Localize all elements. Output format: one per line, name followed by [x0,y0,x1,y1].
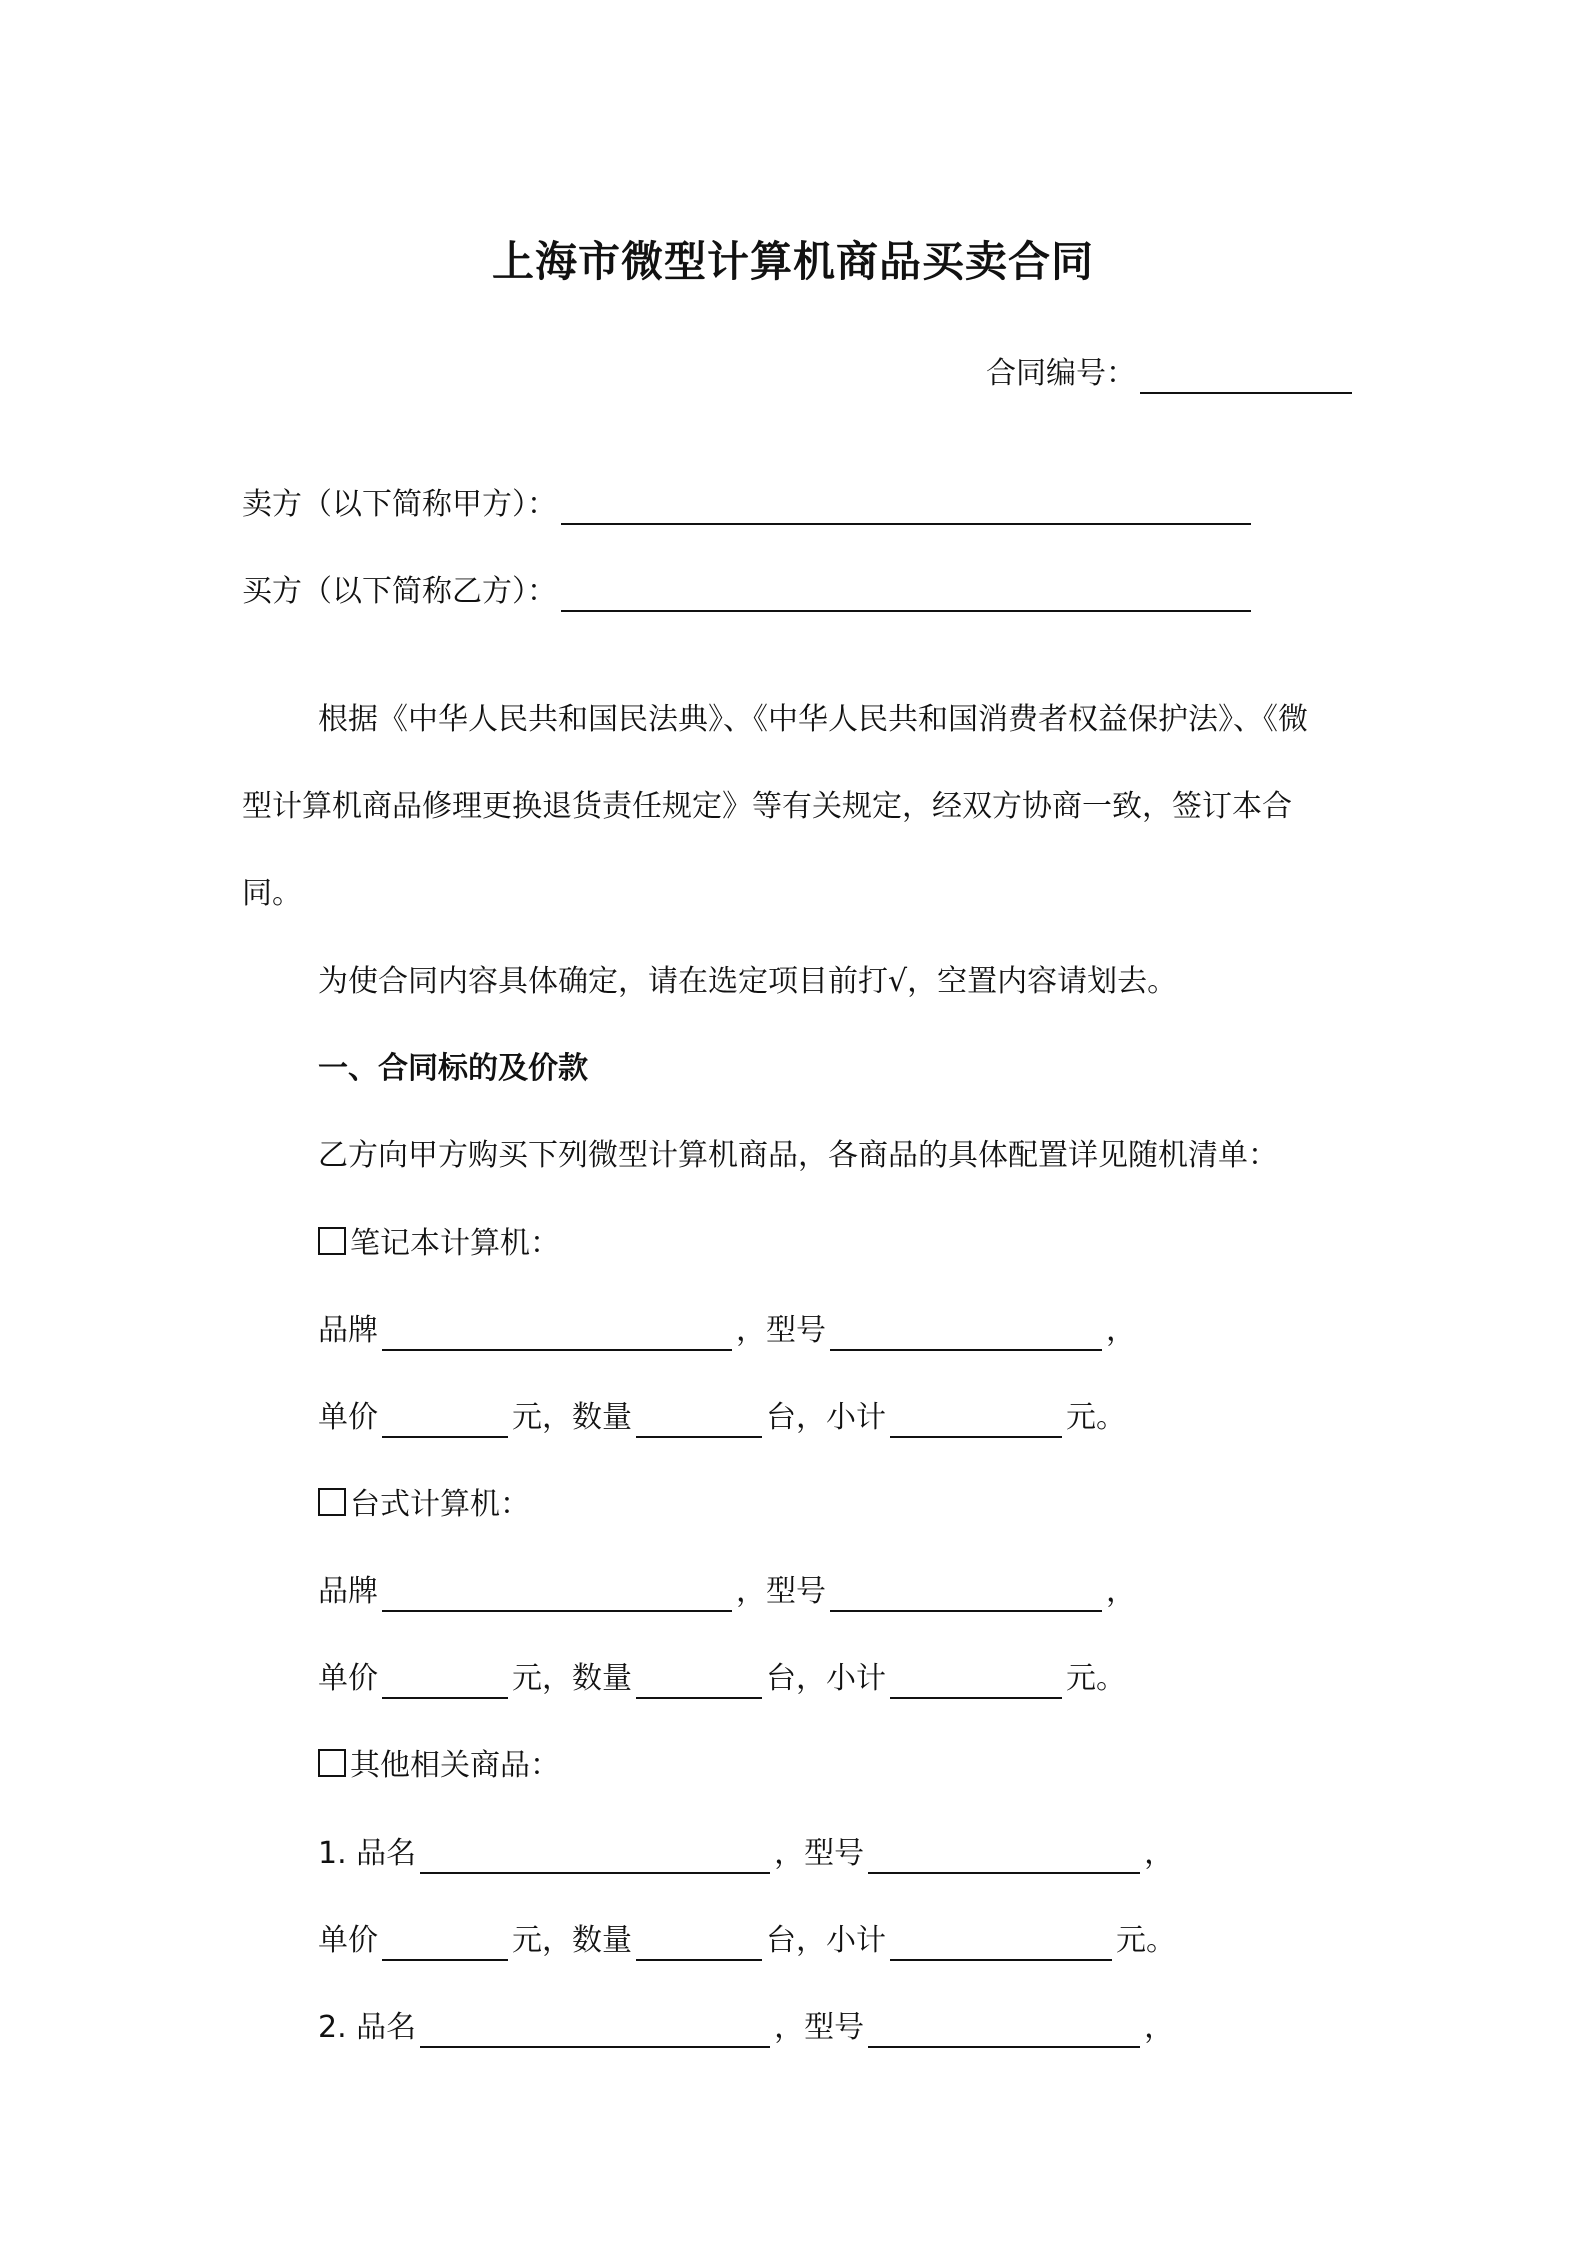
other-label: 其他相关商品： [350,1748,560,1783]
laptop-brand-row [318,1311,1136,1351]
comma: ， [1144,1836,1175,1871]
item-2-name-row [318,2008,1174,2048]
laptop-checkbox[interactable] [318,1227,346,1255]
item-1-label: 1. 品名 [318,1836,417,1871]
yuan-end: 元。 [1066,1661,1126,1696]
laptop-subtotal-blank[interactable] [890,1402,1062,1438]
brand-label: 品牌 [318,1574,378,1609]
yuan-quantity-label: 元，数量 [512,1400,632,1435]
laptop-price-blank[interactable] [382,1402,508,1438]
model-label: ，型号 [774,1836,865,1871]
other-option [318,1746,560,1786]
laptop-option [318,1224,560,1264]
laptop-label: 笔记本计算机： [350,1226,560,1261]
brand-label: 品牌 [318,1313,378,1348]
paragraph-1-line-1: 根据《中华人民共和国民法典》、《中华人民共和国消费者权益保护法》、《微 [318,702,1308,737]
yuan-end: 元。 [1066,1400,1126,1435]
item-1-name-blank[interactable] [420,1838,770,1874]
laptop-brand-blank[interactable] [382,1315,732,1351]
desktop-price-blank[interactable] [382,1663,508,1699]
item-1-quantity-blank[interactable] [636,1925,762,1961]
unit-price-label: 单价 [318,1400,378,1435]
item-2-label: 2. 品名 [318,2010,417,2045]
comma: ， [1144,2010,1175,2045]
item-1-price-row [318,1921,1176,1961]
contract-number-blank[interactable] [1140,358,1352,394]
paragraph-1-line-3: 同。 [242,876,302,911]
desktop-brand-blank[interactable] [382,1576,732,1612]
desktop-checkbox[interactable] [318,1488,346,1516]
comma: ， [1106,1313,1136,1348]
buyer-row [242,572,1255,612]
contract-number-label: 合同编号： [986,356,1136,391]
model-label: ，型号 [736,1574,826,1609]
paragraph-1-line-2: 型计算机商品修理更换退货责任规定》等有关规定，经双方协商一致，签订本合 [242,789,1292,824]
yuan-quantity-label: 元，数量 [512,1923,632,1958]
unit-price-label: 单价 [318,1923,378,1958]
model-label: ，型号 [774,2010,865,2045]
tai-subtotal-label: 台，小计 [766,1661,886,1696]
desktop-quantity-blank[interactable] [636,1663,762,1699]
item-1-subtotal-blank[interactable] [890,1925,1112,1961]
section-1-heading: 一、合同标的及价款 [318,1051,588,1086]
desktop-label: 台式计算机： [350,1487,530,1522]
item-2-name-blank[interactable] [420,2012,770,2048]
contract-title: 上海市微型计算机商品买卖合同 [491,237,1094,286]
desktop-brand-row [318,1572,1136,1612]
item-1-price-blank[interactable] [382,1925,508,1961]
desktop-subtotal-blank[interactable] [890,1663,1062,1699]
contract-number-row [986,354,1356,394]
yuan-end: 元。 [1116,1923,1176,1958]
laptop-model-blank[interactable] [830,1315,1102,1351]
other-checkbox[interactable] [318,1749,346,1777]
unit-price-label: 单价 [318,1661,378,1696]
model-label: ，型号 [736,1313,826,1348]
desktop-model-blank[interactable] [830,1576,1102,1612]
yuan-quantity-label: 元，数量 [512,1661,632,1696]
laptop-quantity-blank[interactable] [636,1402,762,1438]
tai-subtotal-label: 台，小计 [766,1400,886,1435]
comma: ， [1106,1574,1136,1609]
desktop-option [318,1485,530,1525]
tai-subtotal-label: 台，小计 [766,1923,886,1958]
buyer-blank[interactable] [561,576,1251,612]
seller-label: 卖方（以下简称甲方）： [242,487,557,522]
item-2-model-blank[interactable] [868,2012,1140,2048]
item-1-model-blank[interactable] [868,1838,1140,1874]
desktop-price-row [318,1659,1126,1699]
section-1-intro: 乙方向甲方购买下列微型计算机商品，各商品的具体配置详见随机清单： [318,1138,1278,1173]
seller-blank[interactable] [561,489,1251,525]
item-1-name-row [318,1834,1174,1874]
seller-row [242,485,1255,525]
laptop-price-row [318,1398,1126,1438]
buyer-label: 买方（以下简称乙方）： [242,574,557,609]
paragraph-2: 为使合同内容具体确定，请在选定项目前打√，空置内容请划去。 [318,964,1178,999]
